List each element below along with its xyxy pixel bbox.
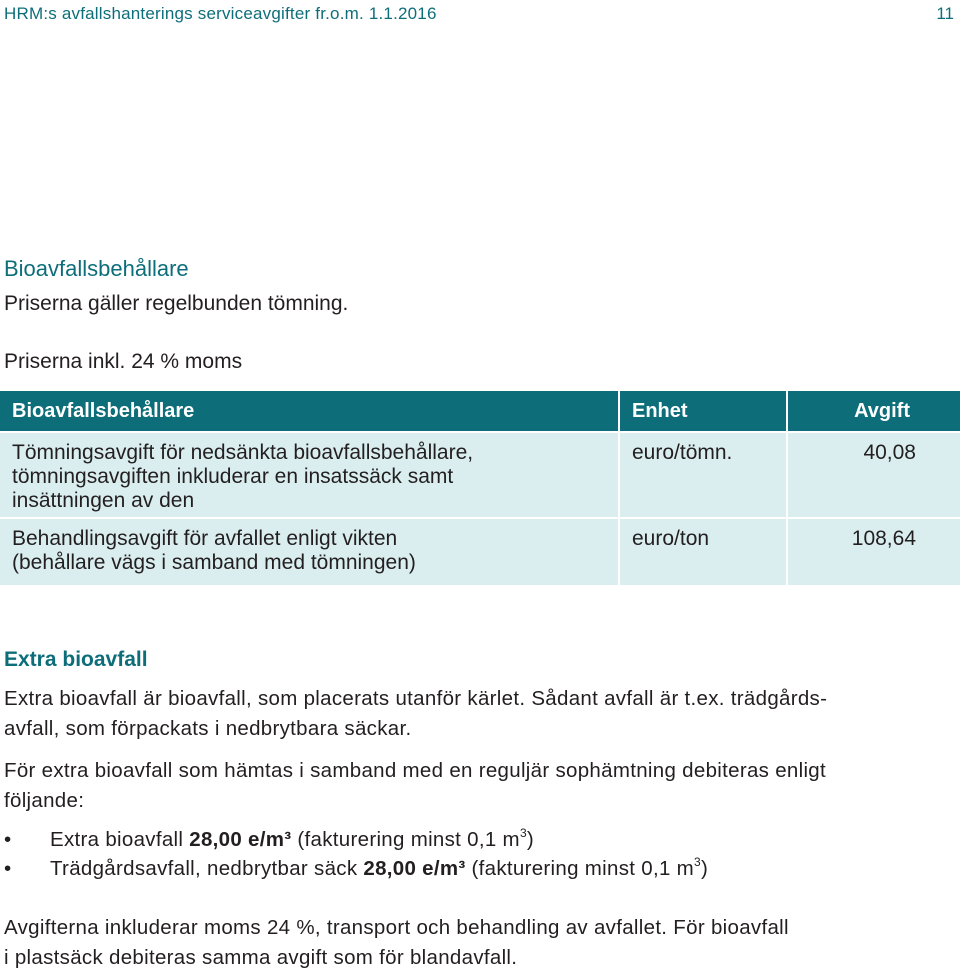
description-line: Tömningsavgift för nedsänkta bioavfallsbehållare, xyxy=(12,441,474,464)
intro-text: Priserna gäller regelbunden tömning. xyxy=(4,292,349,315)
table-row xyxy=(0,433,960,517)
paragraph-included-costs xyxy=(4,913,948,973)
bullet-prefix: Extra bioavfall xyxy=(50,828,190,851)
row-description xyxy=(0,433,618,517)
paragraph-line: Extra bioavfall är bioavfall, som placerats utanför kärlet. Sådant avfall är t.ex. trädgårds- xyxy=(4,687,828,710)
paragraph-line: För extra bioavfall som hämtas i samband med en reguljär sophämtning debiteras enligt xyxy=(4,759,826,782)
row-unit: euro/tömn. xyxy=(620,433,786,517)
column-header-fee: Avgift xyxy=(788,391,960,431)
bullet-marker: • xyxy=(4,828,12,851)
row-description xyxy=(0,519,618,585)
bullet-superscript: 3 xyxy=(519,826,527,840)
description-line: (behållare vägs i samband med tömningen) xyxy=(12,551,416,574)
page-number: 11 xyxy=(936,4,954,23)
column-header-unit: Enhet xyxy=(620,391,786,431)
bullet-suffix: (fakturering minst 0,1 m xyxy=(291,828,520,851)
paragraph-extra-definition xyxy=(4,684,948,744)
paragraph-line: i plastsäck debiteras samma avgift som för blandavfall. xyxy=(4,946,518,969)
bullet-close: ) xyxy=(526,828,535,851)
price-table xyxy=(0,391,960,585)
bullet-price: 28,00 e/m³ xyxy=(189,828,292,851)
column-header-container: Bioavfallsbehållare xyxy=(0,391,618,431)
vat-note: Priserna inkl. 24 % moms xyxy=(4,350,243,373)
document-title: HRM:s avfallshanterings serviceavgifter fr.o.m. 1.1.2016 xyxy=(4,4,437,23)
bullet-item-extra-bioavfall xyxy=(4,828,534,852)
bullet-prefix: Trädgårdsavfall, nedbrytbar säck xyxy=(50,857,364,880)
bullet-close: ) xyxy=(701,857,709,880)
table-header xyxy=(0,391,960,431)
paragraph-line: följande: xyxy=(4,789,85,812)
row-fee: 108,64 xyxy=(788,519,960,585)
section-heading-bioavfall: Bioavfallsbehållare xyxy=(4,256,189,281)
row-unit: euro/ton xyxy=(620,519,786,585)
bullet-item-tradgardsavfall xyxy=(4,857,708,881)
paragraph-billing xyxy=(4,756,948,816)
bullet-suffix: (fakturering minst 0,1 m xyxy=(465,857,695,880)
paragraph-line: avfall, som förpackats i nedbrytbara säckar. xyxy=(4,717,412,740)
bullet-marker: • xyxy=(4,857,12,880)
table-row xyxy=(0,519,960,585)
description-line: Behandlingsavgift för avfallet enligt vikten xyxy=(12,527,398,550)
description-line: insättningen av den xyxy=(12,489,195,512)
row-fee: 40,08 xyxy=(788,433,960,517)
section-heading-extra: Extra bioavfall xyxy=(4,648,148,671)
page-header xyxy=(4,4,956,28)
description-line: tömningsavgiften inkluderar en insatssäck samt xyxy=(12,465,454,488)
paragraph-line: Avgifterna inkluderar moms 24 %, transport och behandling av avfallet. För bioavfall xyxy=(4,916,789,939)
bullet-price: 28,00 e/m³ xyxy=(363,857,466,880)
bullet-superscript: 3 xyxy=(694,855,702,869)
